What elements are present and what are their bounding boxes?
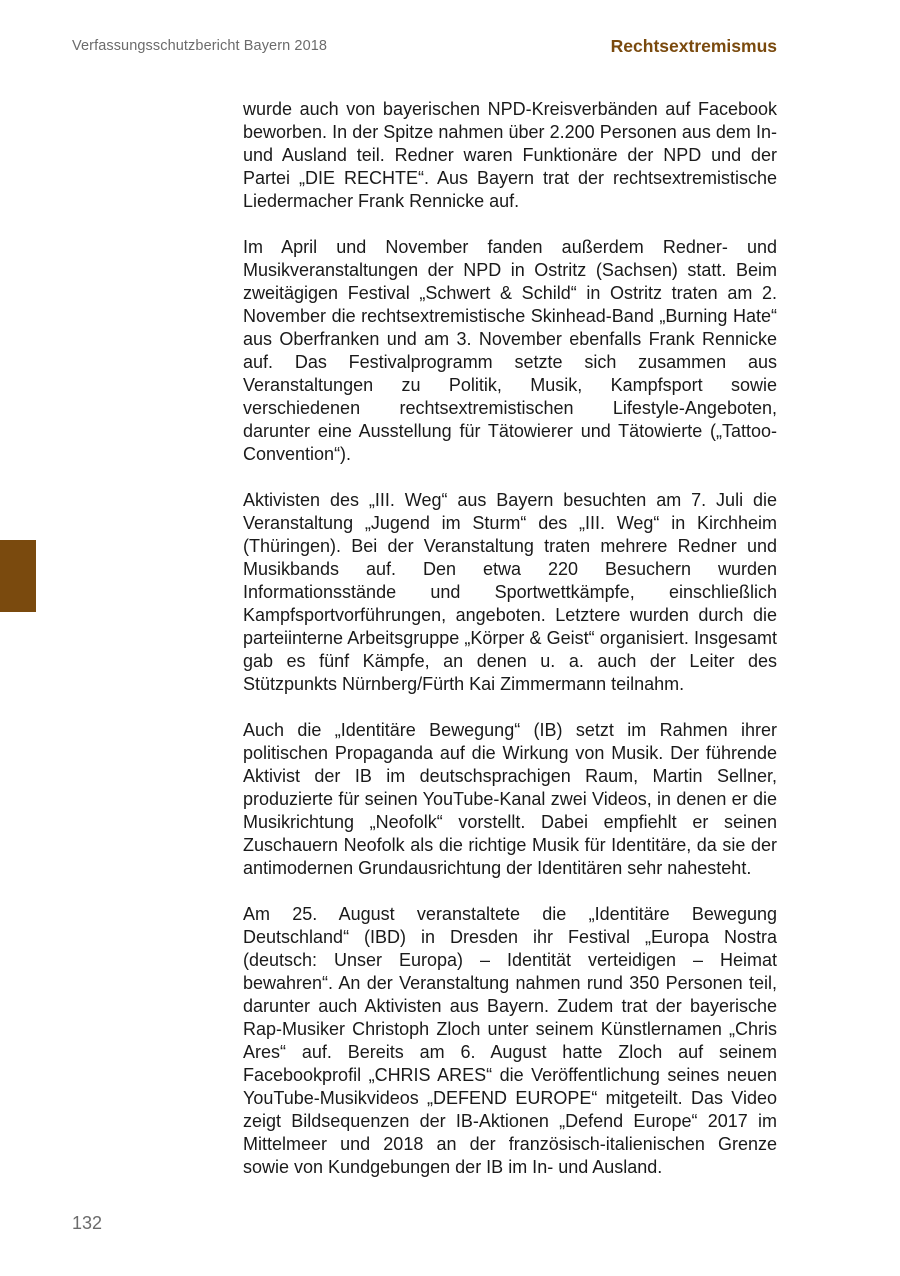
page-number: 132 — [72, 1213, 103, 1233]
body-text — [243, 98, 777, 1202]
paragraph-4: Auch die „Identitäre Bewegung“ (IB) setzt im Rahmen ihrer politischen Propaganda auf die Wirkung von Musik. Der führende Aktivist der IB im deutschsprachigen Raum, Martin Sellner, produzierte für seinen YouTube-Kanal zwei Videos, in denen er die Musikrichtung „Neofolk“ vorstellt. Dabei empfiehlt er seinen Zuschauern Neofolk als die richtige Musik für Identitäre, da sie der antimodernen Grundausrichtung der Identitären sehr nahesteht. — [243, 720, 777, 878]
running-header-section: Rechtsextremismus — [610, 36, 777, 56]
paragraph-3: Aktivisten des „III. Weg“ aus Bayern besuchten am 7. Juli die Veranstaltung „Jugend im Sturm“ des „III. Weg“ in Kirchheim (Thüringen). Bei der Veranstaltung traten mehrere Redner und Musikbands auf. Den etwa 220 Besuchern wurden Informationsstände und Sportwettkämpfe, einschließlich Kampfsportvorführungen, angeboten. Letztere wurden durch die parteiinterne Arbeitsgruppe „Körper & Geist“ organisiert. Insgesamt gab es fünf Kämpfe, an denen u. a. auch der Leiter des Stützpunkts Nürnberg/Fürth Kai Zimmermann teilnahm. — [243, 490, 777, 694]
paragraph-1: wurde auch von bayerischen NPD-Kreisverbänden auf Facebook beworben. In der Spitze nahmen über 2.200 Personen aus dem In- und Ausland teil. Redner waren Funktionäre der NPD und der Partei „DIE RECHTE“. Aus Bayern trat der rechtsextremistische Liedermacher Frank Rennicke auf. — [243, 99, 777, 211]
running-header-publication: Verfassungsschutzbericht Bayern 2018 — [72, 38, 328, 54]
paragraph-2: Im April und November fanden außerdem Redner- und Musikveranstaltungen der NPD in Ostritz (Sachsen) statt. Beim zweitägigen Festival „Schwert & Schild“ in Ostritz traten am 2. November die rechtsextremistische Skinhead-Band „Burning Hate“ aus Oberfranken und am 3. November ebenfalls Frank Rennicke auf. Das Festivalprogramm setzte sich zusammen aus Veranstaltungen zu Politik, Musik, Kampfsport sowie verschiedenen rechtsextremistischen Lifestyle-Angeboten, darunter eine Ausstellung für Tätowierer und Tätowierte („Tattoo-Convention“). — [243, 237, 777, 464]
paragraph-5: Am 25. August veranstaltete die „Identitäre Bewegung Deutschland“ (IBD) in Dresden ihr Festival „Europa Nostra (deutsch: Unser Europa) – Identität verteidigen – Heimat bewahren“. An der Veranstaltung nahmen rund 350 Personen teil, darunter auch Aktivisten aus Bayern. Zudem trat der bayerische Rap-Musiker Christoph Zloch unter seinem Künstlernamen „Chris Ares“ auf. Bereits am 6. August hatte Zloch auf seinem Facebookprofil „CHRIS ARES“ die Veröffentlichung seines neuen YouTube-Musikvideos „DEFEND EUROPE“ mitgeteilt. Das Video zeigt Bildsequenzen der IB-Aktionen „Defend Europe“ 2017 im Mittelmeer und 2018 an der französisch-italienischen Grenze sowie von Kundgebungen der IB im In- und Ausland. — [243, 904, 777, 1177]
chapter-side-tab — [0, 540, 36, 612]
